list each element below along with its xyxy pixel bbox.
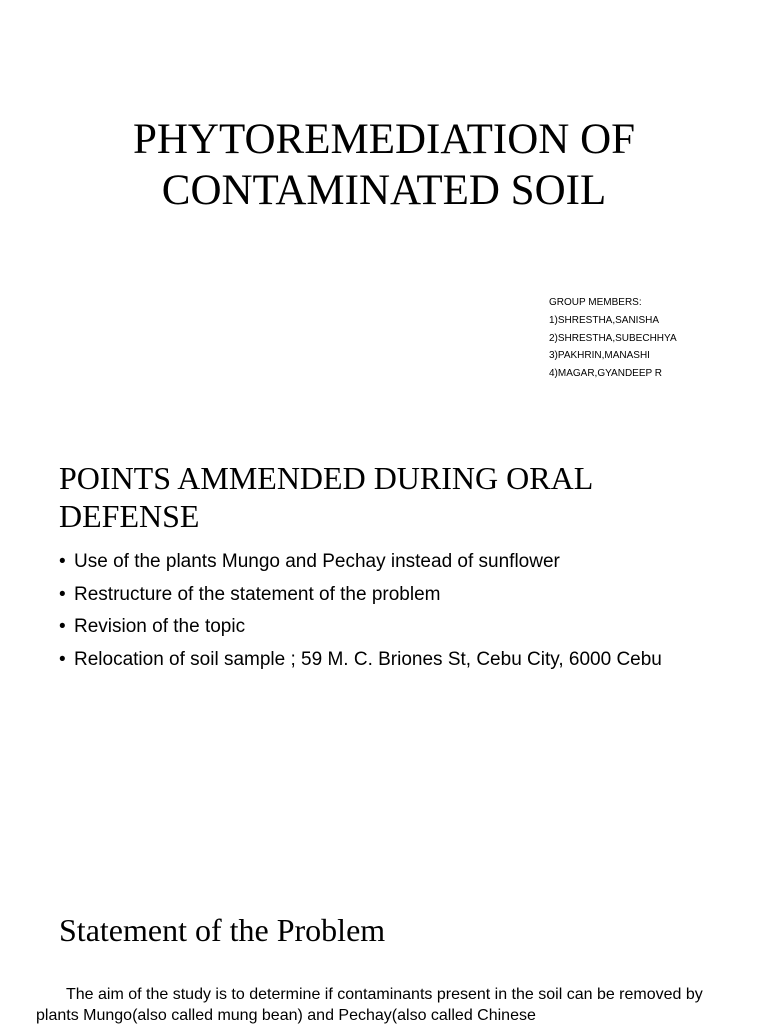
list-item — [59, 613, 662, 646]
group-member: 2)SHRESTHA,SUBECHHYA — [549, 332, 677, 344]
bullet-icon: • — [59, 616, 66, 637]
list-item — [59, 581, 662, 614]
group-member: 1)SHRESTHA,SANISHA — [549, 314, 660, 326]
group-member: 4)MAGAR,GYANDEEP R — [549, 368, 662, 380]
list-item-text: Revision of the topic — [74, 616, 246, 637]
statement-paragraph: The aim of the study is to determine if contaminants present in the soil can be removed by plants Mungo(also called mung bean) and Pechay(also called Chinese — [36, 986, 703, 1024]
points-amended-heading — [59, 459, 719, 535]
points-heading-line-2: DEFENSE — [59, 498, 200, 534]
document-title — [0, 114, 768, 216]
bullet-icon: • — [59, 551, 66, 572]
group-members-block — [549, 294, 677, 383]
group-member: 3)PAKHRIN,MANASHI — [549, 350, 650, 362]
bullet-icon: • — [59, 648, 66, 670]
title-line-1: PHYTOREMEDIATION OF — [132, 116, 636, 163]
points-heading-line-1: POINTS AMMENDED DURING ORAL — [59, 460, 594, 496]
statement-heading: Statement of the Problem — [59, 912, 386, 948]
list-item-text: Restructure of the statement of the problem — [74, 583, 441, 605]
title-line-2: CONTAMINATED SOIL — [161, 167, 607, 214]
list-item — [59, 646, 662, 679]
bullet-icon: • — [59, 583, 66, 605]
points-amended-list — [59, 548, 662, 678]
group-members-heading: GROUP MEMBERS: — [549, 297, 642, 308]
list-item-text: Relocation of soil sample ; 59 M. C. Briones St, Cebu City, 6000 Cebu — [74, 648, 662, 670]
list-item — [59, 548, 662, 581]
list-item-text: Use of the plants Mungo and Pechay instead of sunflower — [74, 551, 560, 572]
